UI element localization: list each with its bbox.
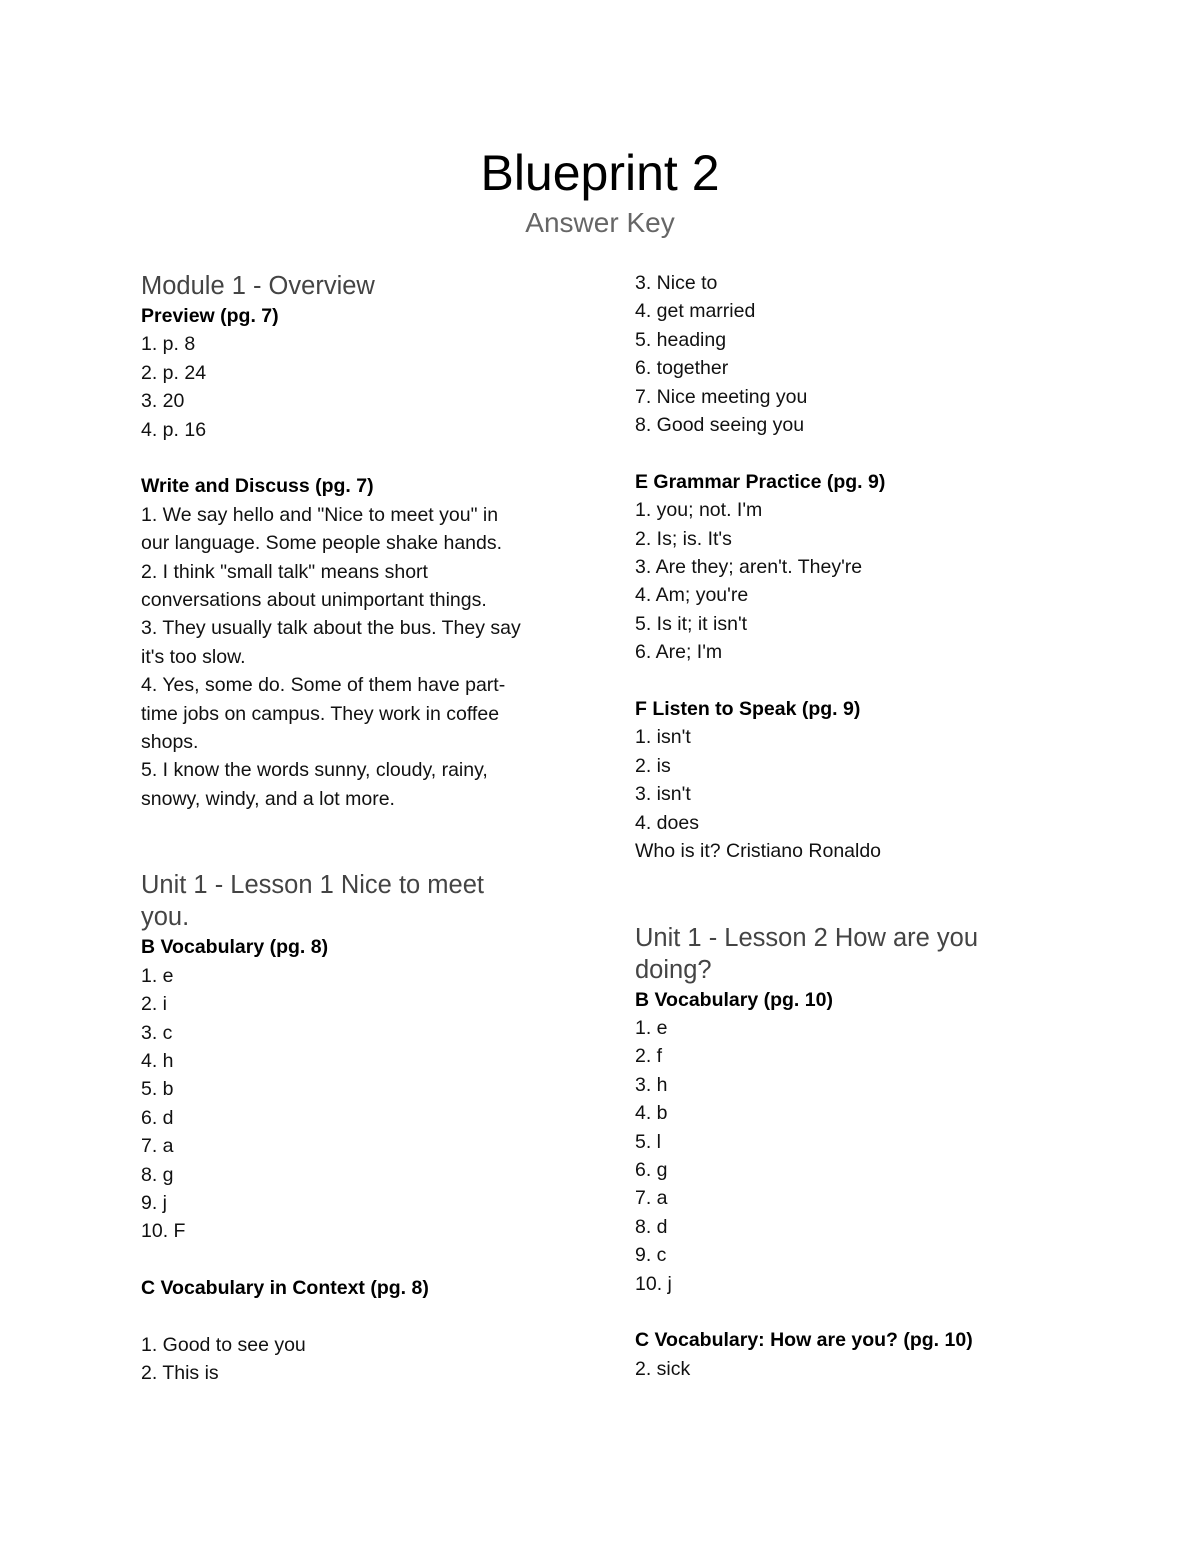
answer-item: 4. get married [635, 300, 756, 323]
c-vocab-heading: C Vocabulary: How are you? (pg. 10) [635, 1329, 973, 1352]
answer-item: 2. This is [141, 1362, 219, 1385]
answer-item: 6. d [141, 1106, 174, 1129]
answer-line: 2. I think "small talk" means short [141, 560, 428, 583]
spacer [635, 439, 1055, 467]
c-vocab-heading: C Vocabulary in Context (pg. 8) [141, 1277, 429, 1300]
lesson1-heading: Unit 1 - Lesson 1 Nice to meet [141, 871, 484, 900]
answer-item: 8. g [141, 1163, 174, 1186]
answer-item: 2. sick [635, 1357, 691, 1380]
right-column [635, 269, 1055, 1383]
left-column [141, 270, 581, 1388]
answer-item: 9. c [635, 1244, 667, 1267]
answer-item: 7. Nice meeting you [635, 385, 808, 408]
answer-item: 10. F [141, 1220, 186, 1243]
answer-item: 4. Am; you're [635, 584, 749, 607]
answer-item: 3. Are they; aren't. They're [635, 556, 863, 579]
answer-item: 8. Good seeing you [635, 414, 805, 437]
module1-heading: Module 1 - Overview [141, 272, 375, 300]
answer-item: 4. p. 16 [141, 418, 207, 441]
spacer [141, 813, 581, 869]
answer-item: 1. e [141, 964, 174, 987]
answer-line: 3. They usually talk about the bus. They say [141, 617, 521, 640]
answer-line: it's too slow. [141, 645, 246, 668]
answer-item: 8. d [635, 1215, 668, 1238]
answer-line: snowy, windy, and a lot more. [141, 787, 395, 810]
answer-line: conversations about unimportant things. [141, 589, 487, 612]
f-listen-heading: F Listen to Speak (pg. 9) [635, 698, 861, 721]
answer-item: 5. b [141, 1078, 174, 1101]
write-discuss-heading: Write and Discuss (pg. 7) [141, 475, 374, 498]
answer-item: 2. is [635, 754, 671, 777]
answer-item: 1. isn't [635, 726, 691, 749]
answer-item: 4. h [141, 1049, 174, 1072]
answer-item: 6. Are; I'm [635, 641, 723, 664]
spacer [635, 667, 1055, 695]
answer-item: 3. c [141, 1021, 173, 1044]
lesson2-heading: Unit 1 - Lesson 2 How are you [635, 923, 979, 952]
document-title: Blueprint 2 [480, 145, 720, 201]
answer-item: 3. h [635, 1073, 668, 1096]
answer-item: 2. i [141, 993, 168, 1016]
lesson1-heading-cont: you. [141, 903, 190, 932]
answer-item: 5. l [635, 1130, 662, 1153]
answer-item: 6. g [635, 1158, 668, 1181]
answer-line: time jobs on campus. They work in coffee [141, 702, 500, 725]
answer-item: 3. Nice to [635, 272, 718, 294]
spacer [635, 866, 1055, 922]
b-vocab-heading: B Vocabulary (pg. 8) [141, 936, 329, 959]
answer-item: 10. j [635, 1272, 672, 1295]
preview-heading: Preview (pg. 7) [141, 305, 279, 327]
answer-item: 3. 20 [141, 390, 185, 413]
answer-item: Who is it? Cristiano Ronaldo [635, 840, 882, 863]
spacer [141, 1246, 581, 1274]
answer-line: our language. Some people shake hands. [141, 532, 503, 555]
answer-line: 4. Yes, some do. Some of them have part- [141, 674, 506, 697]
answer-item: 9. j [141, 1191, 168, 1214]
answer-item: 7. a [141, 1135, 174, 1158]
answer-item: 3. isn't [635, 783, 691, 806]
e-grammar-heading: E Grammar Practice (pg. 9) [635, 470, 886, 493]
answer-item: 5. heading [635, 328, 727, 351]
lesson2-heading-cont: doing? [635, 955, 712, 984]
answer-line: shops. [141, 731, 199, 754]
answer-item: 1. p. 8 [141, 333, 196, 356]
answer-item: 2. f [635, 1045, 663, 1068]
answer-line: 1. We say hello and "Nice to meet you" in [141, 503, 499, 526]
spacer [141, 444, 581, 472]
answer-item: 4. does [635, 811, 699, 834]
answer-item: 1. Good to see you [141, 1333, 306, 1356]
b-vocab-heading: B Vocabulary (pg. 10) [635, 988, 833, 1011]
answer-item: 6. together [635, 357, 729, 380]
answer-item: 1. e [635, 1016, 668, 1039]
answer-item: 4. b [635, 1102, 668, 1125]
document-subtitle: Answer Key [525, 207, 675, 238]
answer-item: 7. a [635, 1187, 668, 1210]
answer-item: 2. Is; is. It's [635, 527, 732, 550]
answer-item: 1. you; not. I'm [635, 499, 763, 522]
answer-line: 5. I know the words sunny, cloudy, rainy, [141, 759, 488, 782]
answer-item: 5. Is it; it isn't [635, 612, 748, 635]
spacer [141, 1303, 581, 1331]
answer-item: 2. p. 24 [141, 361, 207, 384]
spacer [635, 1298, 1055, 1326]
